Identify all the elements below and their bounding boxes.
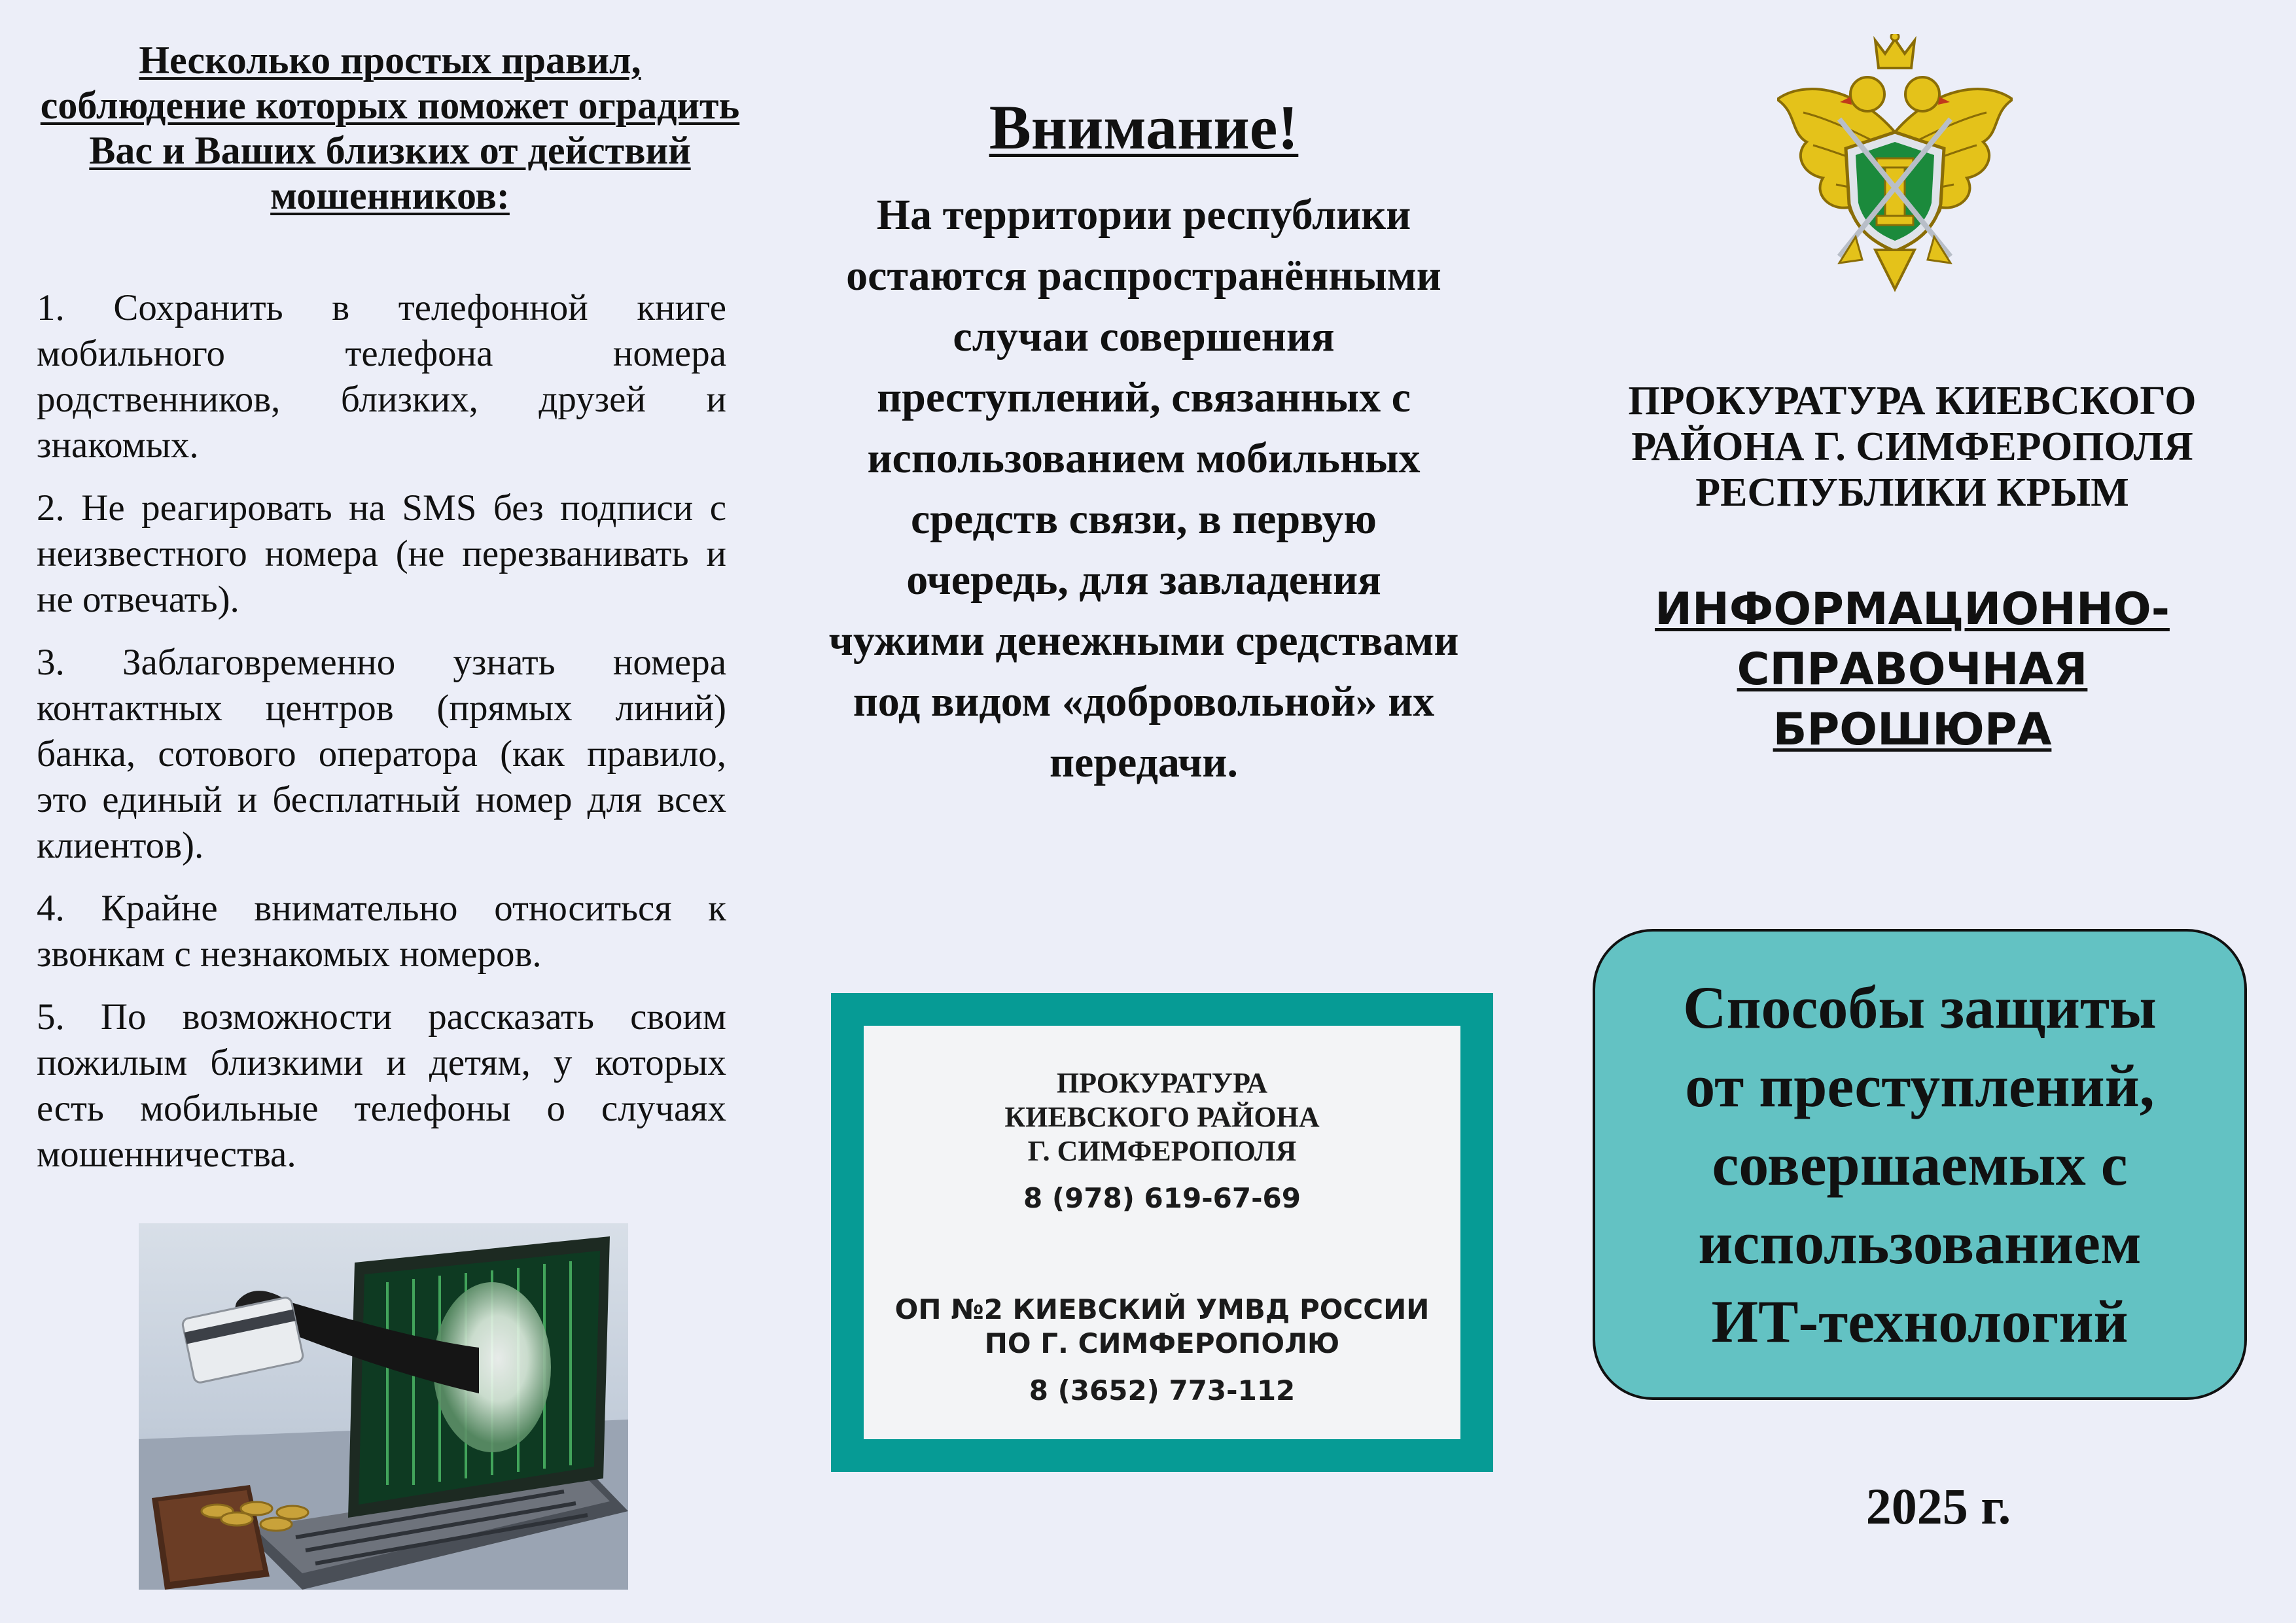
rules-title: Несколько простых правил, соблюдение которых поможет оградить Вас и Ваших близких от действий мошенников: [40,39,740,217]
protection-methods-line3: совершаемых с [1712,1131,2128,1198]
protection-methods-title [1683,968,2157,1361]
publication-year: 2025 г. [1865,1478,2011,1535]
attention-title: Внимание! [989,92,1299,162]
middle-panel [759,0,1528,1623]
brochure-title-line1: ИНФОРМАЦИОННО- [1655,584,2170,635]
office-title [1528,378,2296,515]
office-title-line2: РАЙОНА Г. СИМФЕРОПОЛЯ [1631,425,2193,469]
rule-item-1: 1. Сохранить в телефонной книге мобильного телефона номера родственников, близких, друзей и знакомых. [37,287,726,466]
prosecutor-office-contact [864,1026,1460,1168]
contacts-frame [831,993,1493,1472]
left-panel [0,0,759,1623]
double-headed-eagle-icon [1777,34,2013,296]
brochure-title [1528,580,2296,760]
protection-methods-line5: ИТ-технологий [1711,1288,2128,1355]
contact-org2-line1: ОП №2 КИЕВСКИЙ УМВД РОССИИ [894,1293,1430,1325]
laptop-card-theft-illustration [139,1223,628,1590]
contacts-card [864,1026,1460,1439]
protection-methods-line4: использованием [1698,1210,2142,1276]
rule-item-2: 2. Не реагировать на SMS без подписи с неизвестного номера (не перезванивать и не отвечать). [37,487,726,620]
rule-item-5: 5. По возможности рассказать своим пожилым близкими и детям, у которых есть мобильные телефоны о случаях мошенничества. [37,996,726,1175]
brochure-title-line2: СПРАВОЧНАЯ [1737,644,2088,695]
office-title-line3: РЕСПУБЛИКИ КРЫМ [1695,470,2129,515]
fraud-laptop-photo [139,1223,628,1590]
contact-org2-line2: ПО Г. СИМФЕРОПОЛЮ [984,1327,1340,1359]
contact-org1-line2: КИЕВСКОГО РАЙОНА [1004,1101,1320,1133]
rules-list [37,285,726,1195]
rule-item-4: 4. Крайне внимательно относиться к звонкам с незнакомых номеров. [37,888,726,975]
police-phone: 8 (3652) 773-112 [1029,1374,1296,1406]
prosecutor-phone: 8 (978) 619-67-69 [1023,1182,1301,1214]
contact-org1-line1: ПРОКУРАТУРА [1056,1067,1268,1099]
protection-methods-line2: от преступлений, [1685,1053,2155,1119]
contact-org1-line3: Г. СИМФЕРОПОЛЯ [1027,1135,1297,1167]
prosecutor-emblem [1777,34,2013,296]
attention-text: На территории республики остаются распространёнными случаи совершения преступлений, связанных с использованием мобильных средств связи, в первую очередь, для завладения чужими денежными средствами под видом «добровольной» их передачи. [828,191,1459,786]
protection-methods-line1: Способы защиты [1683,974,2157,1041]
office-title-line1: ПРОКУРАТУРА КИЕВСКОГО [1628,379,2197,423]
protection-methods-box [1593,929,2247,1400]
rule-item-3: 3. Заблаговременно узнать номера контактных центров (прямых линий) банка, сотового оператора (как правило, это единый и бесплатный номер для всех клиентов). [37,642,726,866]
right-panel [1528,0,2296,1623]
police-department-contact [864,1293,1460,1361]
brochure-title-line3: БРОШЮРА [1773,704,2052,756]
